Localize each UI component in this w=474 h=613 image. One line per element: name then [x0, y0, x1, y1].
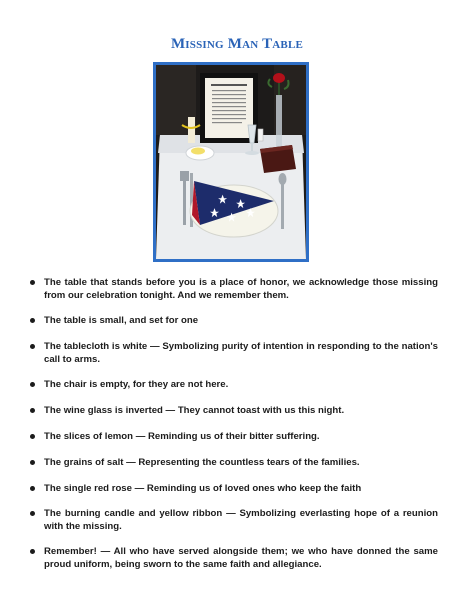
- list-item: The chair is empty, for they are not here.: [28, 378, 438, 391]
- missing-man-table-photo: [153, 62, 309, 262]
- list-item: The wine glass is inverted — They cannot toast with us this night.: [28, 404, 438, 417]
- list-item: Remember! — All who have served alongside them; we who have donned the same proud uniform, being sworn to the same faith and allegiance.: [28, 545, 438, 571]
- list-item: The table that stands before you is a place of honor, we acknowledge those missing from our celebration tonight. And we remember them.: [28, 276, 438, 302]
- list-item: The grains of salt — Representing the countless tears of the families.: [28, 456, 438, 469]
- bible: [260, 145, 296, 173]
- symbolism-list: [28, 276, 438, 571]
- page-title: Missing Man Table: [170, 36, 304, 52]
- list-item: The burning candle and yellow ribbon — Symbolizing everlasting hope of a reunion with the missing.: [28, 507, 438, 533]
- lemon-plate: [186, 146, 214, 160]
- list-item: The single red rose — Reminding us of loved ones who keep the faith: [28, 482, 438, 495]
- list-item: The slices of lemon — Reminding us of their bitter suffering.: [28, 430, 438, 443]
- list-item: The tablecloth is white — Symbolizing purity of intention in responding to the nation's call to arms.: [28, 340, 438, 366]
- list-item: The table is small, and set for one: [28, 314, 438, 327]
